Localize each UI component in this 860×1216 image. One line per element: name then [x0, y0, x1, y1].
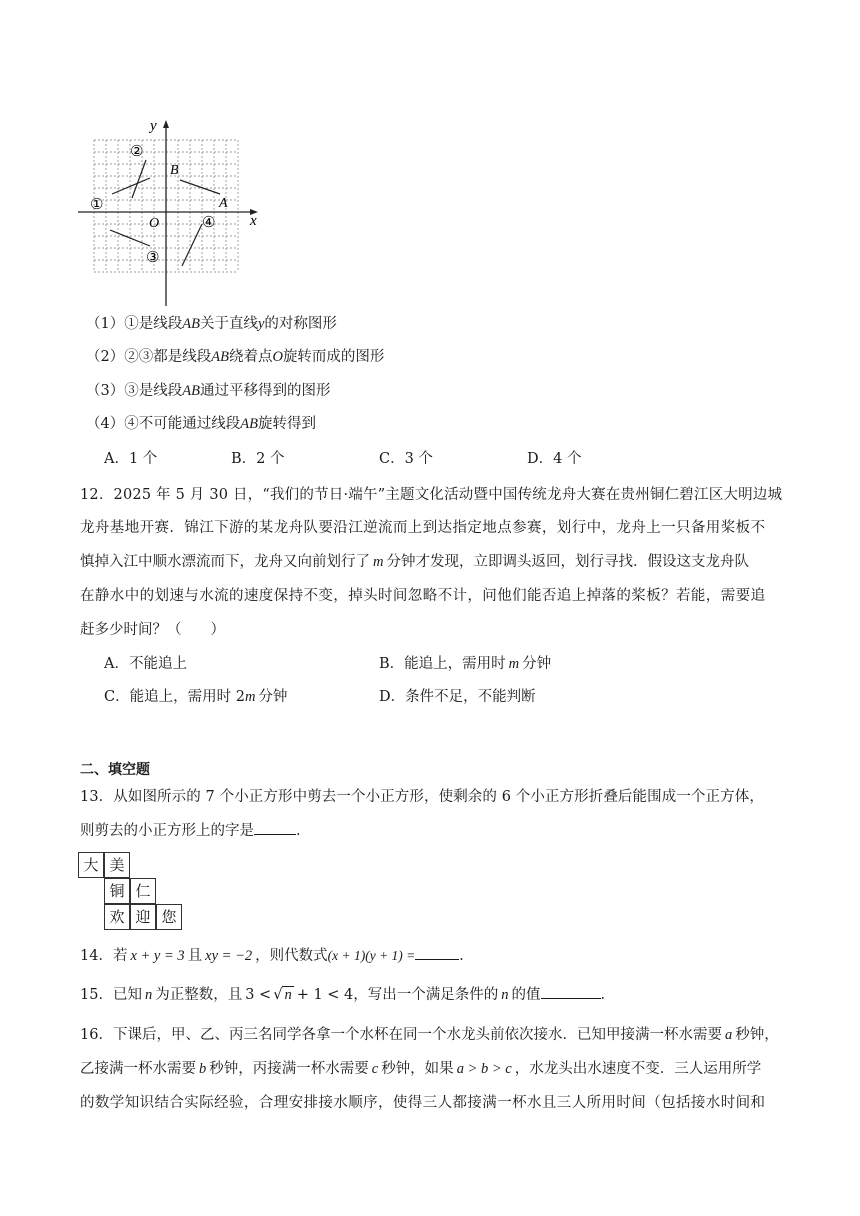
q12-option-d[interactable]: D．条件不足，不能判断: [379, 689, 536, 705]
text: 旋转而成的图形: [282, 349, 385, 365]
q11-statement-2: [86, 347, 384, 367]
var: AB: [182, 316, 200, 332]
sqrt-symbol: √: [273, 987, 283, 1003]
var: b: [199, 1061, 207, 1077]
mark-2-label: ②: [130, 142, 144, 160]
q11-option-c[interactable]: C．3 个: [379, 451, 433, 467]
text: ，写出一个满足条件的: [353, 987, 499, 1003]
text: 的对称图形: [264, 316, 337, 332]
q12-line-2: 龙舟基地开赛．锦江下游的某龙舟队要沿江逆流而上到达指定地点参赛，划行中，龙舟上一只备用桨板不: [80, 520, 766, 536]
q11-statement-3: [86, 381, 330, 401]
var: AB: [240, 416, 258, 432]
mark-4-label: ④: [202, 213, 216, 231]
math: x + y = 3: [130, 948, 185, 964]
y-axis-label: y: [150, 118, 157, 134]
text: 的值: [511, 987, 541, 1003]
text: 秒钟，: [735, 1027, 779, 1043]
q12-line-3: [80, 552, 749, 572]
var: n: [284, 987, 292, 1003]
var: O: [272, 349, 283, 365]
text: 乙接满一杯水需要: [80, 1061, 196, 1077]
origin-label: O: [149, 216, 160, 231]
text: 分钟才发现，立即调头返回，划行寻找．假设这支龙舟队: [386, 554, 749, 570]
answer-blank[interactable]: [254, 820, 296, 835]
q12-line-1: 12．2025 年 5 月 30 日，“我们的节日·端午”主题文化活动暨中国传统龙舟大赛在贵州铜仁碧江区大明边城: [80, 487, 783, 503]
q11-option-a[interactable]: A．1 个: [104, 451, 158, 467]
text: ．: [296, 823, 311, 839]
var: n: [501, 987, 509, 1003]
q11-statement-1: [86, 314, 337, 334]
text: （2）②③都是线段: [86, 349, 212, 365]
q16-line-2: [80, 1059, 761, 1079]
cube-cell: 美: [104, 852, 130, 878]
text: 15．已知: [80, 987, 142, 1003]
var: m: [508, 656, 520, 672]
var: AB: [211, 349, 229, 365]
mark-1-label: ①: [90, 195, 104, 213]
text: 为正整数，且: [155, 987, 243, 1003]
text: ，水龙头出水速度不变．三人运用所学: [514, 1061, 762, 1077]
text: 旋转得到: [257, 416, 316, 432]
cube-cell: 您: [156, 904, 182, 930]
coordinate-figure: [70, 112, 270, 312]
q13-line-2: [80, 820, 311, 841]
text: 16．下课后，甲、乙、丙三名同学各拿一个水杯在同一个水龙头前依次接水．已知甲接满一杯水需要: [80, 1027, 722, 1043]
q12-option-b[interactable]: [379, 654, 551, 674]
text: 分钟: [522, 656, 552, 672]
text: （3）③是线段: [86, 383, 183, 399]
text: 关于直线: [199, 316, 258, 332]
text: 分钟: [258, 689, 288, 705]
point-a-label: A: [219, 196, 228, 211]
q16-line-1: [80, 1025, 779, 1045]
answer-blank[interactable]: [415, 945, 459, 960]
section-title: 二、填空题: [80, 762, 150, 778]
cube-cell: 欢: [104, 904, 130, 930]
q16-line-3: 的数学知识结合实际经验，合理安排接水顺序，使得三人都接满一杯水且三人所用时间（包括接水时间和: [80, 1095, 766, 1111]
text: C．能追上，需用时 2: [104, 689, 245, 705]
text: （1）①是线段: [86, 316, 183, 332]
text: 秒钟，丙接满一杯水需要: [209, 1061, 369, 1077]
segment-2: [132, 160, 146, 198]
math: + 1 < 4: [296, 987, 354, 1003]
text: ．: [459, 948, 474, 964]
text: ，则代数式: [255, 948, 328, 964]
q12-option-a[interactable]: A．不能追上: [104, 656, 187, 672]
text: （4）④不可能通过线段: [86, 416, 241, 432]
text: 慎掉入江中顺水漂流而下，龙舟又向前划行了: [80, 554, 370, 570]
answer-blank[interactable]: [541, 984, 601, 999]
text: 则剪去的小正方形上的字是: [80, 823, 254, 839]
q11-option-d[interactable]: D．4 个: [527, 451, 582, 467]
text: ．: [600, 987, 616, 1003]
x-axis-label: x: [250, 213, 257, 229]
text: 通过平移得到的图形: [199, 383, 331, 399]
q12-line-5: 赶多少时间？（ ）: [80, 622, 225, 638]
q12-line-4: 在静水中的划速与水流的速度保持不变，掉头时间忽略不计，问他们能否追上掉落的桨板？若能，需要追: [80, 588, 766, 604]
q15-line: [80, 984, 615, 1005]
text: B．能追上，需用时: [379, 656, 506, 672]
text: 14．若: [80, 948, 128, 964]
q14-line: [80, 945, 474, 966]
q12-option-c[interactable]: [104, 687, 287, 707]
q11-statement-4: [86, 414, 316, 434]
cube-cell: 大: [78, 852, 104, 878]
text: 秒钟，如果: [381, 1061, 454, 1077]
q11-option-b[interactable]: B．2 个: [231, 451, 285, 467]
math: 3 <: [245, 987, 272, 1003]
math: a > b > c: [456, 1061, 512, 1077]
math: xy = −2: [205, 948, 253, 964]
var: m: [244, 689, 256, 705]
var: y: [257, 316, 265, 332]
cube-cell: 仁: [130, 878, 156, 904]
math: (x + 1)(y + 1) =: [327, 948, 416, 963]
segment-ab: [180, 180, 220, 194]
var: a: [724, 1027, 733, 1043]
cube-cell: 铜: [104, 878, 130, 904]
var: n: [144, 987, 153, 1003]
var: c: [371, 1061, 379, 1077]
mark-3-label: ③: [146, 248, 160, 266]
cube-cell: 迎: [130, 904, 156, 930]
text: 绕着点: [228, 349, 273, 365]
q13-line-1: 13．从如图所示的 7 个小正方形中剪去一个小正方形，使剩余的 6 个小正方形折叠后能围成一个正方体，: [80, 789, 764, 805]
y-axis-arrow: [163, 120, 169, 128]
var: AB: [182, 383, 200, 399]
text: 且: [187, 948, 203, 964]
point-b-label: B: [170, 163, 179, 178]
var: m: [373, 554, 384, 570]
